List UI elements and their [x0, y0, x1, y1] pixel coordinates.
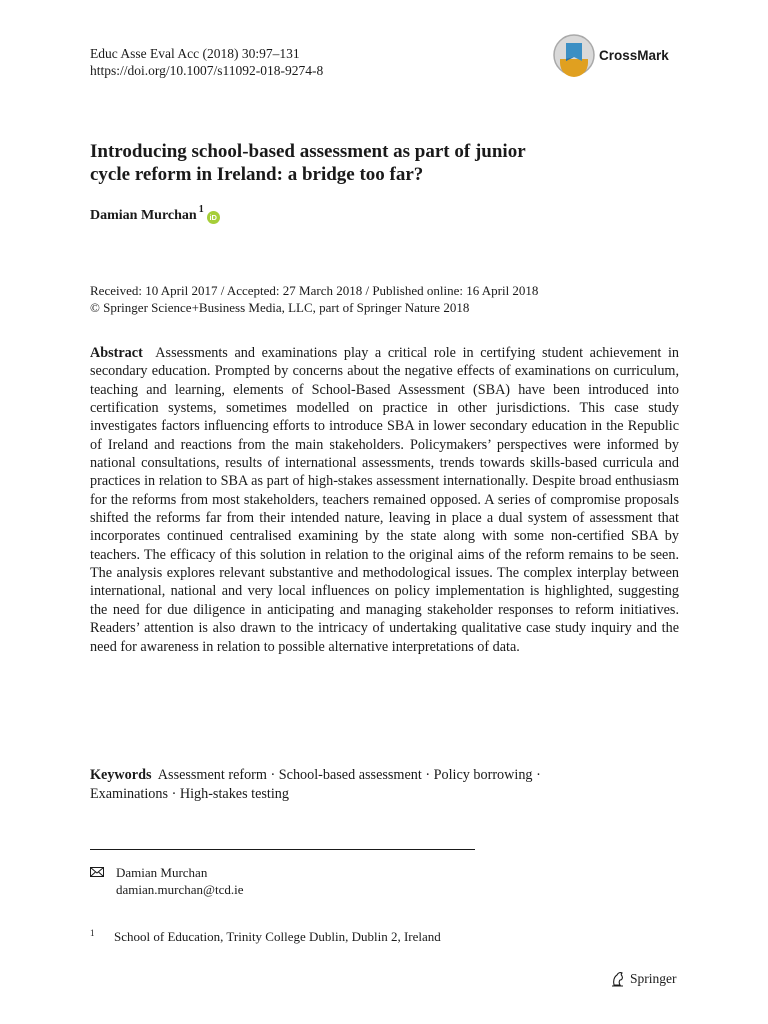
crossmark-badge[interactable]: [553, 33, 669, 77]
crossmark-icon: [553, 33, 595, 77]
author-name: Damian Murchan: [90, 208, 197, 223]
keywords-line-2: Examinations · High-stakes testing: [90, 786, 289, 802]
history-dates: Received: 10 April 2017 / Accepted: 27 March 2018 / Published online: 16 April 2018: [90, 283, 539, 298]
abstract-label: Abstract: [90, 345, 143, 361]
author-line: [90, 204, 220, 224]
crossmark-label: CrossMark: [599, 47, 669, 63]
journal-header: [90, 45, 323, 79]
springer-horse-icon: [610, 971, 626, 987]
correspondence-email[interactable]: damian.murchan@tcd.ie: [116, 882, 244, 897]
correspondence-name: Damian Murchan: [116, 865, 208, 880]
affiliation-text: School of Education, Trinity College Dublin, Dublin 2, Ireland: [114, 929, 441, 944]
abstract: [90, 344, 679, 656]
title-line-2: cycle reform in Ireland: a bridge too far?: [90, 164, 424, 185]
keywords-line-1: Assessment reform · School-based assessment · Policy borrowing ·: [157, 767, 541, 783]
copyright-line: © Springer Science+Business Media, LLC, part of Springer Nature 2018: [90, 300, 470, 315]
correspondence: [90, 864, 243, 898]
affiliation-mark: 1: [198, 204, 204, 215]
affiliation-number: 1: [90, 928, 95, 938]
article-history: [90, 282, 538, 316]
keywords: [90, 766, 679, 804]
footnote-divider: [90, 849, 475, 850]
title-line-1: Introducing school-based assessment as part of junior: [90, 141, 526, 162]
abstract-text: Assessments and examinations play a critical role in certifying student achievement in secondary education. Prompted by concerns about the negative effects of examinations on curriculum, teaching and learning, elements of School-Based Assessment (SBA) have been introduced into certification systems, sometimes modelled on practice in other jurisdictions. This case study investigates factors influencing efforts to introduce SBA in lower secondary education in the Republic of Ireland and reactions from the main stakeholders. Policymakers’ perspectives were informed by national consultations, results of international assessments, trends towards skills-based curricula and practices in relation to SBA as part of high-stakes assessment internationally. Despite broad enthusiasm for the reforms from most stakeholders, teachers remained opposed. A series of compromise proposals shifted the reforms far from their intended nature, leaving in place a dual system of assessment that incorporates continued centralised examining by the state along with some non-certified SBA by teachers. The efficacy of this solution in relation to the original aims of the reform remains to be seen. The analysis explores relevant substantive and methodological issues. The complex interplay between international, national and very local influences on policy implementation is highlighted, suggesting the need for due diligence in anticipating and managing stakeholder responses to reform initiatives. Readers’ attention is also drawn to the intricacy of undertaking qualitative case study inquiry and the need for awareness in relation to possible alternative interpretations of data.: [90, 345, 680, 655]
article-doi[interactable]: https://doi.org/10.1007/s11092-018-9274-8: [90, 63, 324, 78]
article-title: [90, 140, 650, 186]
affiliation: [90, 928, 441, 945]
publisher-logo: [610, 971, 677, 987]
journal-citation: Educ Asse Eval Acc (2018) 30:97–131: [90, 46, 300, 61]
envelope-icon: [90, 867, 104, 877]
keywords-label: Keywords: [90, 767, 152, 783]
publisher-name: Springer: [630, 971, 677, 986]
orcid-icon[interactable]: iD: [207, 211, 220, 224]
